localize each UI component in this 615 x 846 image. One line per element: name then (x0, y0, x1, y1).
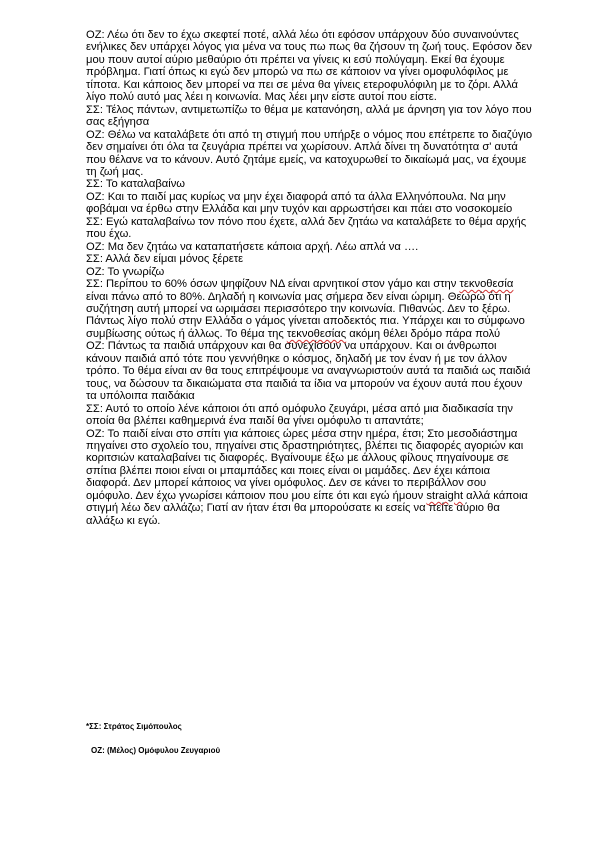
transcript-paragraph (86, 29, 534, 104)
transcript-text: ΟΖ: Θέλω να καταλάβετε ότι από τη στιγμή που υπήρξε ο νόμος που επέτρεπε το διαζύγιο δεν σημαίνει ότι όλα τα ζευγάρια πρέπει να χωρίσουν. Απλά δίνει τη δυνατότητα σ' αυτά που θέλανε να το κάνουν. Αυτό ζητάμε εμείς, να κατοχυρωθεί το δικαίωμά μας, να έχουμε τη ζωή μας. (86, 128, 533, 178)
transcript-text: ΟΖ: Το παιδί είναι στο σπίτι για κάποιες ώρες μέσα στην ημέρα, έτσι; Στο μεσοδιάστημα πηγαίνει στο σχολείο του, πηγαίνει στις δραστηριότητες, βλέπει τις διαφορές αγοριών και κοριτσιών καταλαβαίνει τις διαφορές. Βγαίνουμε έξω με άλλους φίλους πηγαίνουμε σε σπίτια βλέπει ποιοι είναι οι μπαμπάδες και ποιες είναι οι μαμάδες. Δεν έχει κάποια διαφορά. Δεν μπορεί κάποιος να γίνει ομόφυλος. Δεν σε κάνει το περιβάλλον σου ομόφυλο. Δεν έχω γνωρίσει κάποιον που μου είπε ότι και εγώ ήμουν (86, 427, 524, 502)
transcript-paragraph (86, 340, 534, 402)
transcript-paragraph (86, 104, 534, 129)
transcript-text: ΣΣ: Εγώ καταλαβαίνω τον πόνο που έχετε, αλλά δεν ζητάω να καταλάβετε το θέμα αρχής που έχω. (86, 215, 527, 241)
transcript-text: αλλά κάποια στιγμή λέω δεν αλλάζω; Γιατί αν ήταν έτσι θα μπορούσατε κι εσείς να πείτε αύριο θα αλλάξω κι εγώ. (86, 489, 528, 527)
transcript-paragraph (86, 241, 534, 253)
spellcheck-flagged-word: τεκνοθεσίας (286, 327, 347, 340)
transcript-text: ακόμη θέλει δρόμο πάρα πολύ (346, 327, 501, 340)
spellcheck-flagged-word: τεκνοθεσία (459, 278, 514, 291)
transcript-text: ΣΣ: Το καταλαβαίνω (86, 178, 186, 191)
transcript-text: ΣΣ: Περίπου το 60% όσων ψηφίζουν ΝΔ είναι αρνητικοί στον γάμο και στην (86, 278, 460, 291)
transcript-text: ΣΣ: Τέλος πάντων, αντιμετωπίζω το θέμα με κατανόηση, αλλά με άρνηση για τον λόγο που σας εξήγησα (86, 103, 532, 129)
transcript-paragraph (86, 266, 534, 278)
transcript-text: ΣΣ: Αυτό το οποίο λένε κάποιοι ότι από ομόφυλο ζευγάρι, μέσα από μια διαδικασία την οποία θα βλέπει καθημερινά ένα παιδί θα γίνει ομόφυλο τι απαντάτε; (86, 402, 514, 428)
transcript-paragraph (86, 278, 534, 340)
transcript-paragraph (86, 216, 534, 241)
transcript-text: είναι πάνω από το 80%. Δηλαδή η κοινωνία μας σήμερα δεν είναι ώριμη. Θεωρώ ότι η συζήτηση αυτή μπορεί να ωριμάσει περισσότερο την κοινωνία. Πιθανώς. Δεν το ξέρω. Πάντως λίγο πολύ στην Ελλάδα ο γάμος γίνεται αποδεκτός πια. Υπάρχει και το σύμφωνο συμβίωσης ούτως ή άλλως. Το θέμα της (86, 290, 525, 340)
transcript-text: ΟΖ: Πάντως τα παιδιά υπάρχουν και θα συνεχίσουν να υπάρχουν. Και οι άνθρωποι κάνουν παιδιά από τότε που γεννήθηκε ο κόσμος, δηλαδή με τον έναν ή με τον άλλον τρόπο. Το θέμα είναι αν θα τους επιτρέψουμε να αναγνωριστούν αυτά τα παιδιά ως παιδιά τους, να δώσουν τα δικαιώματα στα παιδιά τα ίδια να μπορούν να έχουν αυτά που έχουν τα υπόλοιπα παιδάκια (86, 340, 531, 403)
transcript-paragraph (86, 428, 534, 528)
speaker-key-oz: ΟΖ: (Μέλος) Ομόφυλου Ζευγαριού (91, 746, 221, 755)
transcript-text: ΟΖ: Το γνωρίζω (86, 265, 165, 278)
speaker-key-ss: *ΣΣ: Στράτος Σιμόπουλος (86, 722, 182, 731)
transcript-paragraph (86, 191, 534, 216)
spellcheck-flagged-word: straight (426, 489, 464, 502)
transcript-paragraph (86, 129, 534, 179)
transcript-text: ΟΖ: Μα δεν ζητάω να καταπατήσετε κάποια αρχή. Λέω απλά να …. (86, 240, 419, 253)
transcript-text: ΣΣ: Αλλά δεν είμαι μόνος ξέρετε (86, 253, 244, 266)
interview-transcript (86, 29, 534, 527)
transcript-paragraph (86, 403, 534, 428)
transcript-paragraph (86, 178, 534, 190)
transcript-text: ΟΖ: Λέω ότι δεν το έχω σκεφτεί ποτέ, αλλά λέω ότι εφόσον υπάρχουν δύο συναινούντες ενήλικες δεν υπάρχει λόγος για μένα να τους πω πως θα ζήσουν τη ζωή τους. Εφόσον δεν μου πουν αυτοί αύριο μεθαύριο ότι πρέπει να γίνεις κι εσύ πολύγαμη. Εκεί θα έχουμε πρόβλημα. Γιατί όπως κι εγώ δεν μπορώ να πω σε κάποιον να γίνει ομοφυλόφιλος με τίποτα. Και κάποιος δεν μπορεί να πει σε μένα θα γίνεις ετεροφυλόφιλη με το ζόρι. Αλλά λίγο πολύ αυτό μας λέει η κοινωνία. Μας λέει μην είστε αυτοί που είστε. (86, 29, 533, 104)
transcript-text: ΟΖ: Και το παιδί μας κυρίως να μην έχει διαφορά από τα άλλα Ελληνόπουλα. Να μην φοβάμαι να έρθω στην Ελλάδα και μην τυχόν και αρρωστήσει και πάει στο νοσοκομείο (86, 190, 513, 216)
transcript-paragraph (86, 253, 534, 265)
